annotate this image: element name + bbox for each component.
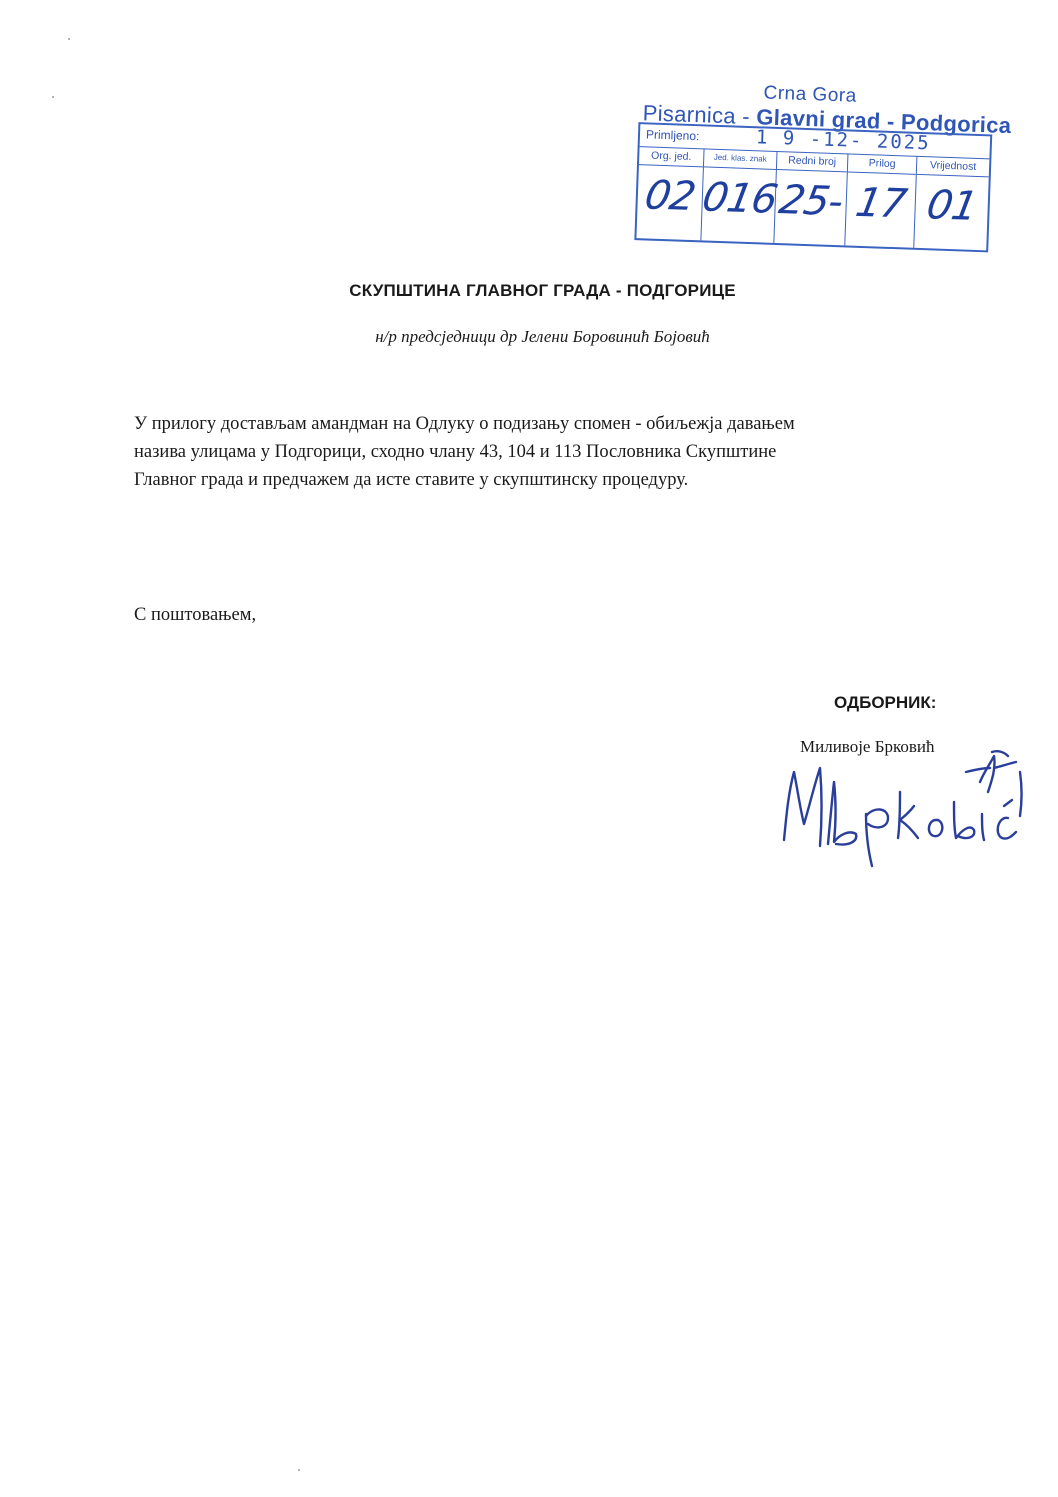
stamp-office-prefix: Pisarnica - xyxy=(642,100,757,130)
stamp-column-number xyxy=(774,151,848,245)
letter-body xyxy=(134,410,954,494)
scan-speck xyxy=(68,38,70,40)
letter-body-line: Главног града и предчажем да исте ставите у скупштинску процедуру. xyxy=(134,470,689,490)
stamp-received-label: Primljeno: xyxy=(645,127,700,144)
signatory-role: ОДБОРНИК: xyxy=(834,693,937,712)
stamp-column-value: 01 xyxy=(923,182,981,230)
stamp-table xyxy=(634,122,992,252)
stamp-column-org xyxy=(636,146,704,240)
stamp-columns xyxy=(636,146,989,250)
stamp-column-value: 016 xyxy=(698,174,781,223)
stamp-column-value: 25- xyxy=(775,177,846,226)
stamp-column-value-col xyxy=(914,156,989,250)
scan-speck xyxy=(52,96,54,98)
stamp-column-class xyxy=(698,148,781,242)
stamp-column-value: 02 xyxy=(641,172,699,220)
handwritten-signature xyxy=(770,742,1030,872)
stamp-country: Crna Gora xyxy=(763,82,858,107)
stamp-column-header: Org. jed. xyxy=(639,146,704,167)
letter-body-line: назива улицама у Подгорици, сходно члану 43, 104 и 113 Пословника Скупштине xyxy=(134,442,777,462)
stamp-column-attachment xyxy=(845,153,917,247)
letter-attention: н/р предсједници др Јелени Боровинић Бојовић xyxy=(375,327,710,346)
registry-stamp xyxy=(630,78,1012,255)
stamp-column-header: Vrijednost xyxy=(917,156,990,178)
stamp-column-header: Jed. klas. znak xyxy=(704,148,777,170)
stamp-column-header: Prilog xyxy=(848,153,917,174)
stamp-column-header: Redni broj xyxy=(777,151,848,172)
stamp-office-suffix: - Podgorica xyxy=(880,108,1012,139)
stamp-column-value: 17 xyxy=(852,179,910,228)
stamp-received-date: 1 9 -12- 2025 xyxy=(755,126,932,155)
signatory-name: Миливоје Брковић xyxy=(800,737,935,756)
letter-closing: С поштовањем, xyxy=(134,605,257,625)
letter-heading: СКУПШТИНА ГЛАВНОГ ГРАДА - ПОДГОРИЦЕ xyxy=(349,281,736,300)
letter-body-line: У прилогу достављам амандман на Одлуку о подизању спомен - обиљежја давањем xyxy=(134,414,795,434)
stamp-office-name: Glavni grad xyxy=(755,104,882,134)
scan-speck xyxy=(298,1469,300,1471)
